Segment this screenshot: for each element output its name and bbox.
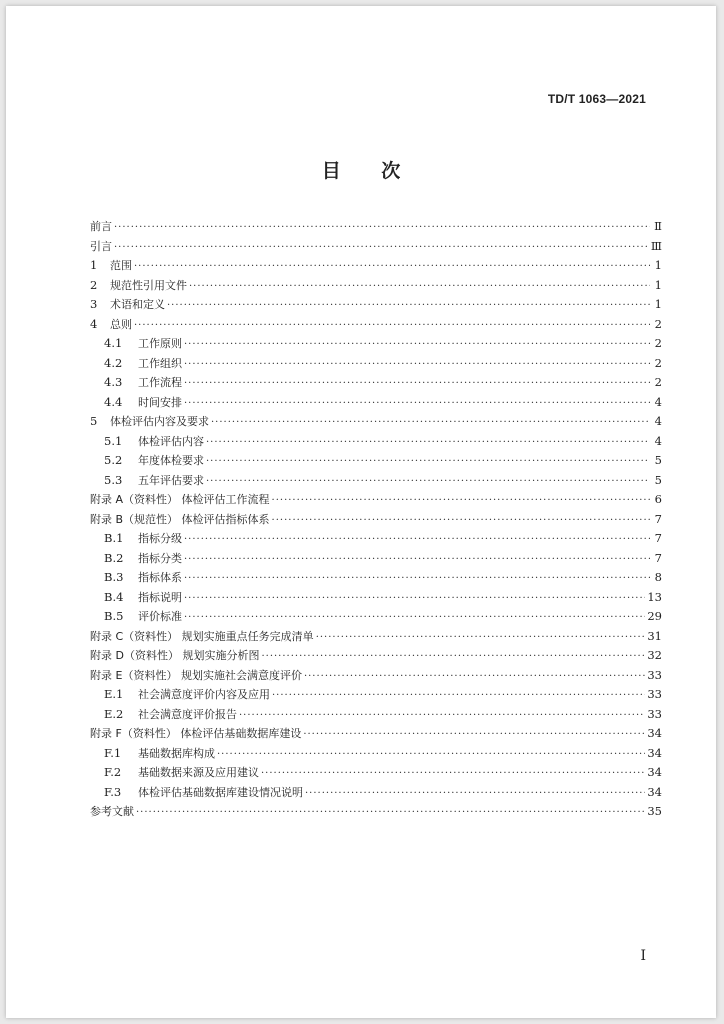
toc-entry-label: 规范性引用文件 [110, 278, 187, 292]
toc-leader-dots [261, 764, 645, 784]
toc-entry-page: 5 [654, 453, 662, 467]
toc-entry-label: 社会满意度评价报告 [138, 707, 237, 721]
toc-entry-number: 4.4 [104, 394, 123, 409]
toc-entry-label: 附录 A（资料性） 体检评估工作流程 [90, 493, 270, 506]
toc-entry-label: 术语和定义 [110, 298, 165, 311]
toc-entry-number: 5.1 [104, 433, 123, 448]
toc-leader-dots [305, 784, 645, 804]
toc-entry[interactable] [90, 315, 662, 335]
page-title: 目 次 [321, 160, 401, 182]
toc-entry[interactable] [90, 607, 662, 627]
toc-entry-page: 2 [654, 375, 662, 389]
toc-entry[interactable] [90, 724, 662, 744]
toc-leader-dots [211, 413, 650, 433]
document-page [6, 6, 716, 1018]
toc-entry-label: 附录 E（资料性） 规划实施社会满意度评价 [90, 668, 302, 682]
toc-entry[interactable] [90, 471, 662, 491]
toc-leader-dots [261, 647, 645, 667]
toc-entry-page: 1 [654, 258, 662, 272]
toc-entry-number: E.2 [104, 706, 124, 721]
toc-entry[interactable] [90, 763, 662, 783]
toc-entry[interactable] [90, 412, 662, 432]
toc-entry-label: 体检评估基础数据库建设情况说明 [138, 785, 303, 799]
toc-entry-page: 4 [654, 394, 662, 409]
toc-leader-dots [272, 491, 650, 511]
toc-leader-dots [303, 725, 645, 745]
toc-entry-number: 4.2 [104, 355, 123, 370]
toc-entry-number: 4 [90, 316, 98, 331]
toc-entry-label: 体检评估内容 [138, 434, 204, 448]
toc-entry-number: E.1 [104, 687, 124, 701]
toc-entry-page: 34 [647, 745, 662, 760]
toc-leader-dots [134, 257, 650, 277]
toc-leader-dots [184, 589, 645, 609]
toc-leader-dots [184, 608, 645, 628]
toc-entry-number: 4.3 [104, 375, 123, 389]
toc-entry-label: 工作流程 [138, 376, 182, 389]
toc-entry-page: 32 [647, 648, 662, 662]
toc-entry-number: 2 [90, 277, 98, 292]
page-number: Ⅰ [640, 948, 646, 964]
toc-leader-dots [272, 511, 650, 531]
toc-entry[interactable] [90, 432, 662, 452]
toc-entry-number: F.1 [104, 745, 122, 760]
toc-entry-label: 附录 C（资料性） 规划实施重点任务完成清单 [90, 629, 314, 643]
toc-entry-number: B.1 [104, 531, 124, 545]
toc-entry-label: 指标分级 [138, 532, 182, 545]
toc-entry-label: 指标分类 [138, 551, 182, 565]
toc-entry-label: 指标说明 [138, 590, 182, 604]
toc-entry-page: 7 [654, 531, 662, 545]
toc-entry-label: 总则 [110, 317, 132, 331]
toc-entry-number: 4.1 [104, 336, 123, 350]
toc-entry-number: B.5 [104, 609, 124, 623]
toc-entry-page: 33 [647, 706, 662, 721]
toc-leader-dots [206, 433, 650, 453]
toc-entry-label: 体检评估内容及要求 [110, 415, 209, 428]
toc-entry[interactable] [90, 568, 662, 588]
toc-entry[interactable] [90, 217, 662, 237]
toc-entry[interactable] [90, 705, 662, 725]
toc-leader-dots [184, 374, 650, 394]
document-code: TD/T 1063—2021 [547, 92, 646, 106]
toc-entry[interactable] [90, 666, 662, 686]
toc-entry[interactable] [90, 393, 662, 413]
toc-entry-number: B.4 [104, 589, 124, 604]
toc-entry[interactable] [90, 646, 662, 666]
toc-leader-dots [206, 472, 650, 492]
toc-entry-page: Ⅲ [650, 238, 662, 253]
toc-entry-page: 4 [654, 433, 662, 448]
toc-entry-label: 范围 [110, 259, 132, 272]
toc-entry-label: 年度体检要求 [138, 454, 204, 467]
toc-entry-label: 工作原则 [138, 337, 182, 350]
toc-entry[interactable] [90, 334, 662, 354]
toc-entry-page: 2 [654, 336, 662, 350]
toc-entry-label: 前言 [90, 220, 112, 233]
toc-entry-number: F.3 [104, 784, 122, 799]
toc-entry-number: 1 [90, 258, 98, 272]
toc-entry[interactable] [90, 685, 662, 705]
toc-entry[interactable] [90, 549, 662, 569]
toc-entry-label: 五年评估要求 [138, 473, 204, 487]
toc-entry-page: 34 [647, 726, 662, 740]
toc-entry-number: 5.3 [104, 472, 123, 487]
toc-leader-dots [184, 335, 650, 355]
toc-entry-page: 6 [654, 492, 662, 506]
toc-entry-page: 35 [647, 804, 662, 818]
toc-entry[interactable] [90, 744, 662, 764]
toc-entry-label: 指标体系 [138, 571, 182, 584]
toc-entry[interactable] [90, 783, 662, 803]
toc-entry-label: 附录 D（资料性） 规划实施分析图 [90, 649, 260, 662]
toc-entry-label: 评价标准 [138, 610, 182, 623]
toc-leader-dots [167, 296, 650, 316]
toc-entry-page: 1 [654, 277, 662, 292]
toc-leader-dots [114, 238, 649, 258]
toc-entry-label: 时间安排 [138, 395, 182, 409]
toc-entry[interactable] [90, 588, 662, 608]
toc-entry[interactable] [90, 510, 662, 530]
toc-entry-page: 7 [654, 550, 662, 565]
toc-leader-dots [217, 745, 645, 765]
toc-entry[interactable] [90, 802, 662, 822]
toc-leader-dots [184, 550, 650, 570]
toc-leader-dots [304, 667, 645, 687]
toc-entry-page: 2 [654, 355, 662, 370]
toc-entry-number: 3 [90, 297, 98, 311]
toc-entry[interactable] [90, 354, 662, 374]
toc-leader-dots [134, 316, 650, 336]
toc-entry[interactable] [90, 490, 662, 510]
toc-entry-page: Ⅱ [654, 219, 662, 233]
toc-entry-page: 31 [647, 628, 662, 643]
toc-entry[interactable] [90, 256, 662, 276]
toc-entry-label: 基础数据来源及应用建议 [138, 766, 259, 779]
toc-entry-number: 5.2 [104, 453, 123, 467]
toc-entry-page: 8 [654, 570, 662, 584]
toc-entry-page: 29 [647, 609, 662, 623]
toc-entry-number: F.2 [104, 765, 122, 779]
toc-entry-label: 基础数据库构成 [138, 746, 215, 760]
toc-entry-page: 2 [654, 316, 662, 331]
toc-leader-dots [184, 394, 650, 414]
toc-entry[interactable] [90, 451, 662, 471]
toc-entry-page: 5 [654, 472, 662, 487]
toc-entry-label: 社会满意度评价内容及应用 [138, 688, 270, 701]
toc-leader-dots [206, 452, 650, 472]
toc-entry-page: 34 [647, 765, 662, 779]
toc-entry-number: B.2 [104, 550, 124, 565]
toc-entry-page: 33 [647, 687, 662, 701]
toc-entry-label: 参考文献 [90, 805, 134, 818]
toc-entry[interactable] [90, 237, 662, 257]
toc-entry-page: 4 [654, 414, 662, 428]
toc-entry[interactable] [90, 627, 662, 647]
toc-entry[interactable] [90, 276, 662, 296]
toc-leader-dots [184, 569, 650, 589]
toc-leader-dots [239, 706, 645, 726]
toc-entry-page: 13 [647, 589, 662, 604]
toc-entry[interactable] [90, 529, 662, 549]
toc-entry[interactable] [90, 295, 662, 315]
toc-entry-label: 引言 [90, 239, 112, 253]
toc-leader-dots [184, 355, 650, 375]
toc-entry-page: 33 [647, 667, 662, 682]
toc-entry-label: 附录 F（资料性） 体检评估基础数据库建设 [90, 727, 302, 740]
toc-leader-dots [114, 218, 650, 238]
toc-entry-page: 34 [647, 784, 662, 799]
toc-entry[interactable] [90, 373, 662, 393]
toc-leader-dots [272, 686, 645, 706]
table-of-contents [90, 217, 662, 822]
toc-entry-page: 7 [654, 511, 662, 526]
toc-entry-number: 5 [90, 414, 98, 428]
toc-leader-dots [316, 628, 646, 648]
toc-entry-page: 1 [654, 297, 662, 311]
toc-leader-dots [184, 530, 650, 550]
toc-leader-dots [136, 803, 645, 823]
toc-entry-label: 工作组织 [138, 356, 182, 370]
toc-leader-dots [189, 277, 650, 297]
toc-entry-label: 附录 B（规范性） 体检评估指标体系 [90, 512, 270, 526]
toc-entry-number: B.3 [104, 570, 124, 584]
